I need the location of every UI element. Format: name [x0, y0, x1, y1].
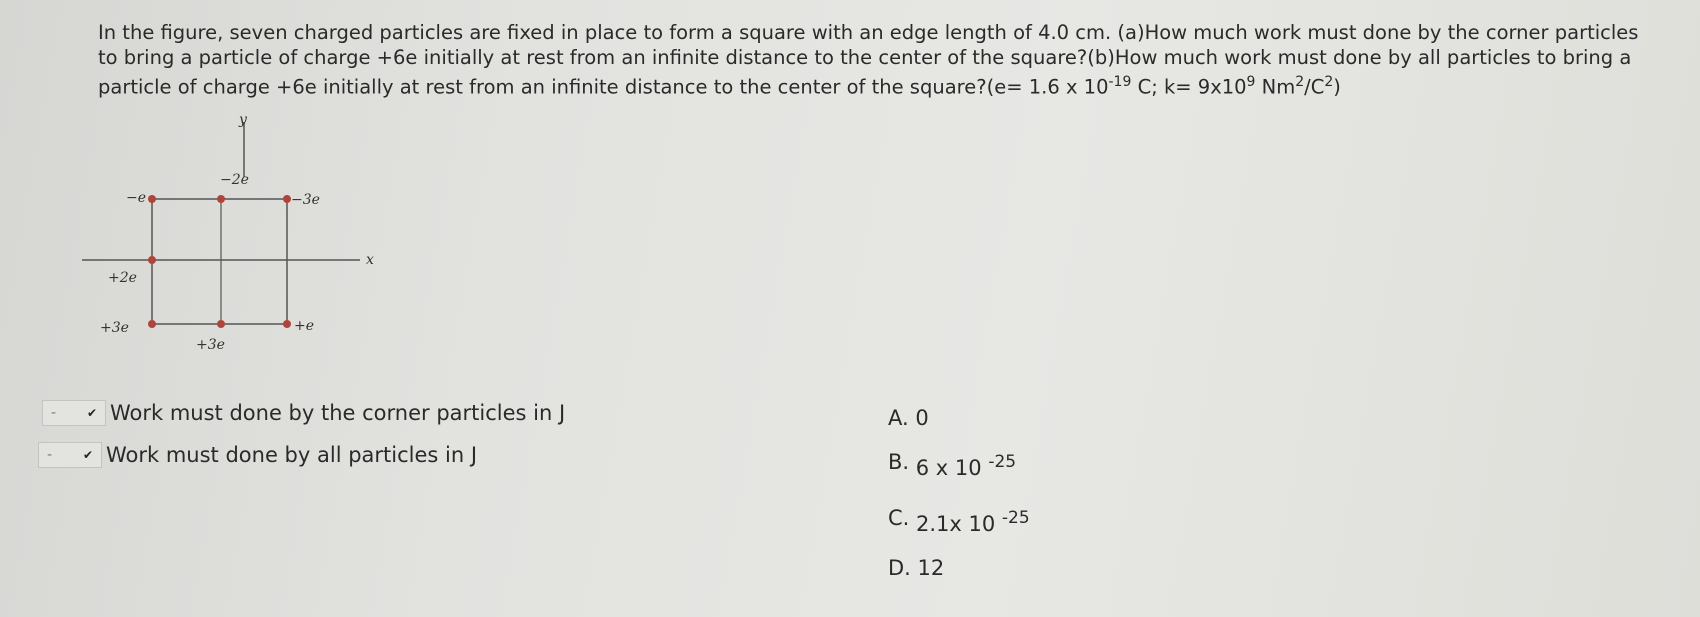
option-value: 0: [908, 406, 929, 430]
question-row-corner: [42, 400, 565, 426]
charge-label-top-left: −e: [126, 190, 147, 206]
option-exponent: -25: [988, 452, 1017, 472]
option-value: 12: [910, 556, 945, 580]
y-axis-label: y: [239, 112, 247, 128]
square-outline: [152, 199, 287, 324]
option-d: [888, 556, 944, 580]
charge-square-figure: [60, 112, 380, 362]
option-exponent: -25: [1001, 508, 1030, 528]
option-letter: D.: [888, 556, 911, 580]
question-text: In the figure, seven charged particles are fixed in place to form a square with an edge length of 4.0 cm. (a)How much work must done by the corner particles to bring a particle of charge +6e initially at rest from an infinite distance to the center of the square?(b)How much work must done by all particles to bring a particle of charge +6e initially at rest from an infinite distance to the center of the square?(e= 1.6 x $10^{-19}$ C; $k= 9x10^9$ $Nm^2/C^2$): [98, 21, 1639, 99]
option-a: [888, 406, 929, 430]
charge-dot-top-mid: [217, 195, 225, 203]
option-value: 6 x 10: [909, 456, 989, 480]
charge-dot-top-right: [283, 195, 291, 203]
chevron-down-icon: ✔: [82, 448, 93, 462]
chevron-down-icon: ✔: [86, 406, 97, 420]
x-axis-label: x: [366, 252, 374, 268]
charge-dot-left-mid: [148, 256, 156, 264]
charge-dot-bottom-right: [283, 320, 291, 328]
answer-dropdown-corner[interactable]: [42, 400, 106, 426]
question-label-corner: Work must done by the corner particles in J: [110, 401, 566, 425]
charge-label-bottom-left: +3e: [100, 320, 129, 336]
question-label-all: Work must done by all particles in J: [106, 443, 478, 467]
answer-dropdown-all[interactable]: [38, 442, 102, 468]
dropdown-selected-value: -: [51, 405, 57, 421]
option-value: 2.1x 10: [909, 512, 1002, 536]
charge-label-bottom-mid: +3e: [196, 337, 225, 353]
option-c: [888, 508, 1030, 536]
option-letter: B.: [888, 450, 910, 474]
option-letter: C.: [888, 506, 910, 530]
option-b: [888, 452, 1016, 480]
charge-dot-bottom-mid: [217, 320, 225, 328]
question-row-all: [38, 442, 477, 468]
dropdown-selected-value: -: [47, 447, 53, 463]
option-letter: A.: [888, 406, 909, 430]
charge-label-left-mid: +2e: [108, 270, 137, 286]
charge-label-top-mid: −2e: [220, 172, 249, 188]
charge-label-bottom-right: +e: [294, 318, 315, 334]
charge-label-top-right: −3e: [291, 192, 320, 208]
charge-dot-bottom-left: [148, 320, 156, 328]
charge-dot-top-left: [148, 195, 156, 203]
